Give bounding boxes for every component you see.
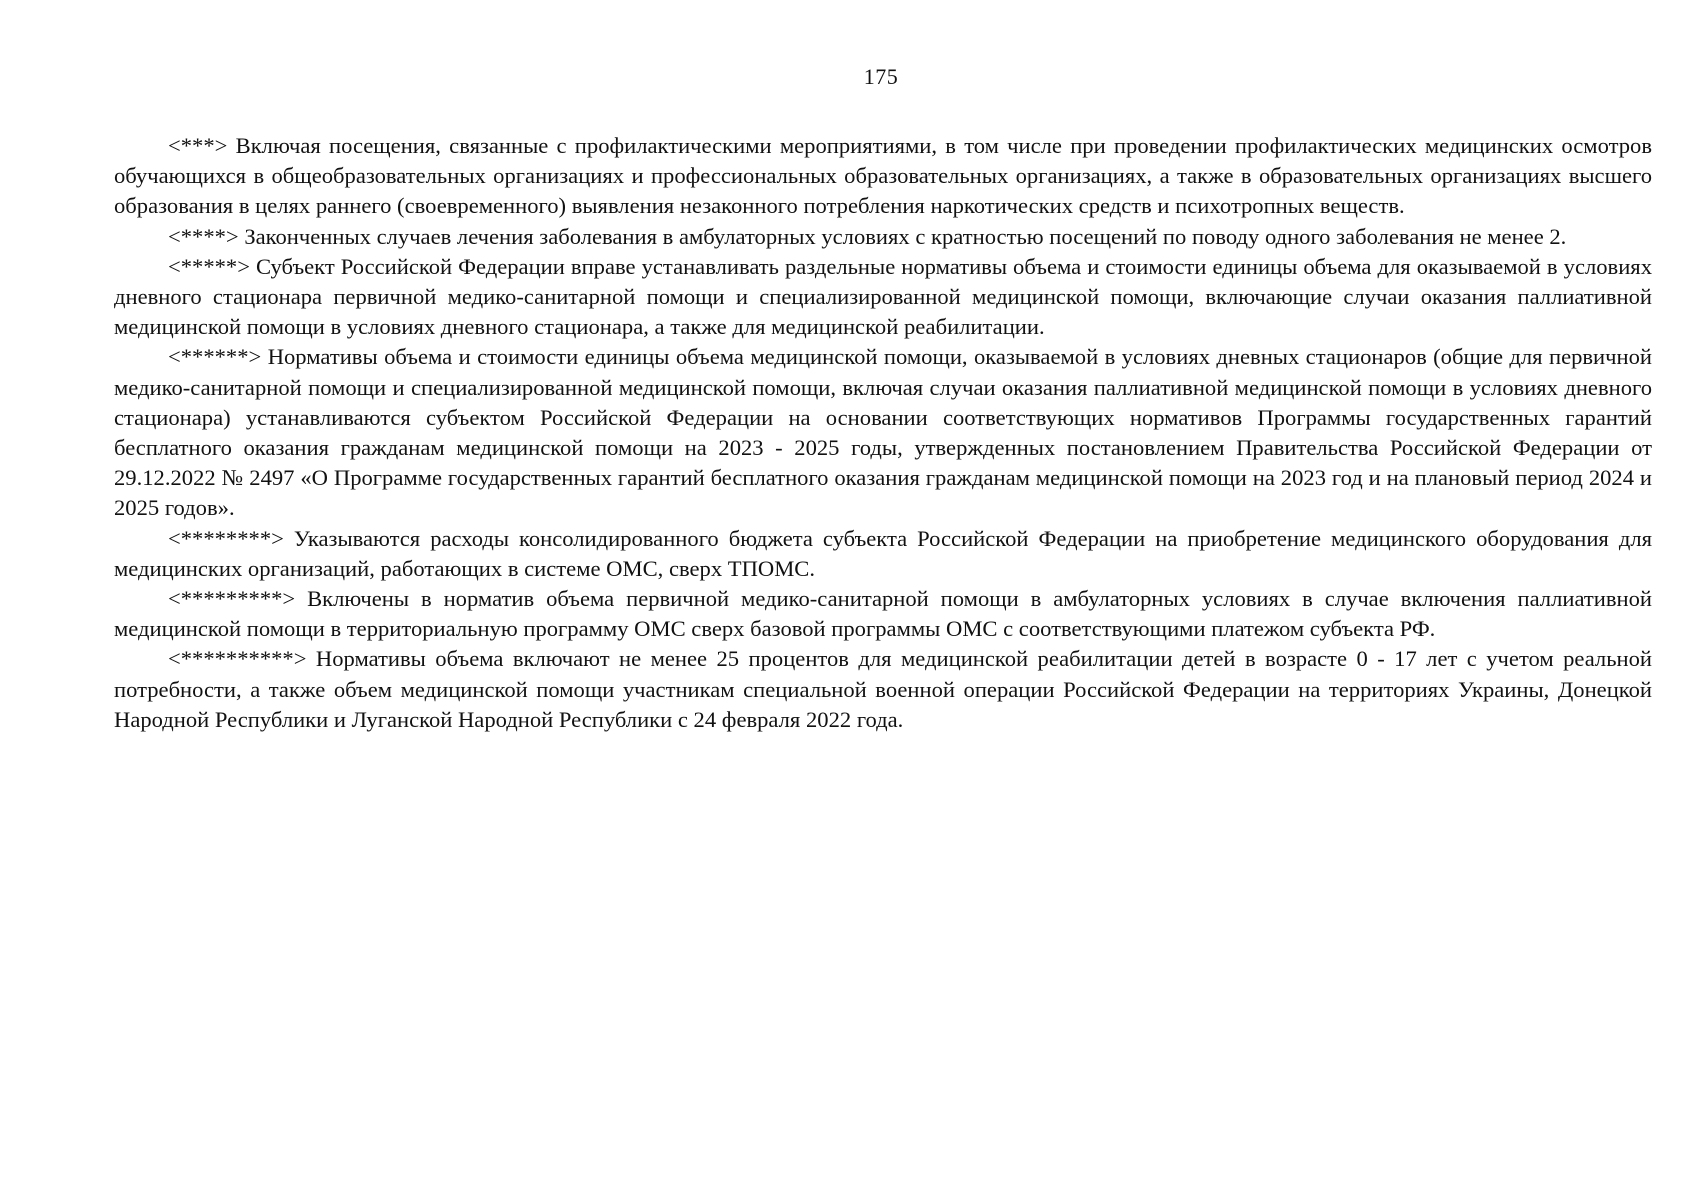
footnote-text: Указываются расходы консолидированного бюджета субъекта Российской Федерации на приобретение медицинского оборудования для медицинских организаций, работающих в системе ОМС, сверх ТПОМС. bbox=[114, 525, 1652, 581]
footnote-text: Включены в норматив объема первичной медико-санитарной помощи в амбулаторных условиях в случае включения паллиативной медицинской помощи в территориальную программу ОМС сверх базовой программы ОМС с соответствующими платежом субъекта РФ. bbox=[114, 586, 1652, 642]
footnote-text: Субъект Российской Федерации вправе устанавливать раздельные нормативы объема и стоимости единицы объема для оказываемой в условиях дневного стационара первичной медико-санитарной помощи и специализированной медицинской помощи, включающие случаи оказания паллиативной медицинской помощи в условиях дневного стационара, а также для медицинской реабилитации. bbox=[114, 253, 1652, 340]
footnote-marker: <****> bbox=[168, 223, 239, 249]
footnote-marker: <*****> bbox=[168, 253, 250, 279]
footnotes-list bbox=[114, 131, 1652, 735]
footnote-2 bbox=[114, 222, 1652, 252]
page-number: 175 bbox=[863, 64, 899, 89]
footnote-text: Законченных случаев лечения заболевания в амбулаторных условиях с кратностью посещений по поводу одного заболевания не менее 2. bbox=[244, 223, 1567, 249]
footnote-text: Нормативы объема включают не менее 25 процентов для медицинской реабилитации детей в возрасте 0 - 17 лет с учетом реальной потребности, а также объем медицинской помощи участникам специальной военной операции Российской Федерации на территориях Украины, Донецкой Народной Республики и Луганской Народной Республики с 24 февраля 2022 года. bbox=[114, 646, 1652, 732]
footnote-marker: <**********> bbox=[168, 646, 307, 672]
footnote-4 bbox=[114, 342, 1652, 523]
footnote-7 bbox=[114, 644, 1652, 735]
footnote-marker: <***> bbox=[168, 133, 228, 158]
footnote-text: Включая посещения, связанные с профилактическими мероприятиями, в том числе при проведении профилактических медицинских осмотров обучающихся в общеобразовательных организациях и профессиональных образовательных организациях, а также в образовательных организациях высшего образования в целях раннего (своевременного) выявления незаконного потребления наркотических средств и психотропных веществ. bbox=[114, 133, 1652, 219]
footnote-marker: <********> bbox=[168, 525, 284, 551]
footnote-1 bbox=[114, 131, 1652, 222]
footnote-marker: <*********> bbox=[168, 586, 296, 612]
footnote-5 bbox=[114, 524, 1652, 584]
footnote-3 bbox=[114, 252, 1652, 343]
footnote-6 bbox=[114, 584, 1652, 644]
footnote-marker: <******> bbox=[168, 344, 262, 370]
footnote-text: Нормативы объема и стоимости единицы объема медицинской помощи, оказываемой в условиях дневных стационаров (общие для первичной медико-санитарной помощи и специализированной медицинской помощи, включая случаи оказания паллиативной медицинской помощи в условиях дневного стационара) устанавливаются субъектом Российской Федерации на основании соответствующих нормативов Программы государственных гарантий бесплатного оказания гражданам медицинской помощи на 2023 - 2025 годы, утвержденных постановлением Правительства Российской Федерации от 29.12.2022 № 2497 «О Программе государственных гарантий бесплатного оказания гражданам медицинской помощи на 2023 год и на плановый период 2024 и 2025 годов». bbox=[114, 344, 1652, 521]
